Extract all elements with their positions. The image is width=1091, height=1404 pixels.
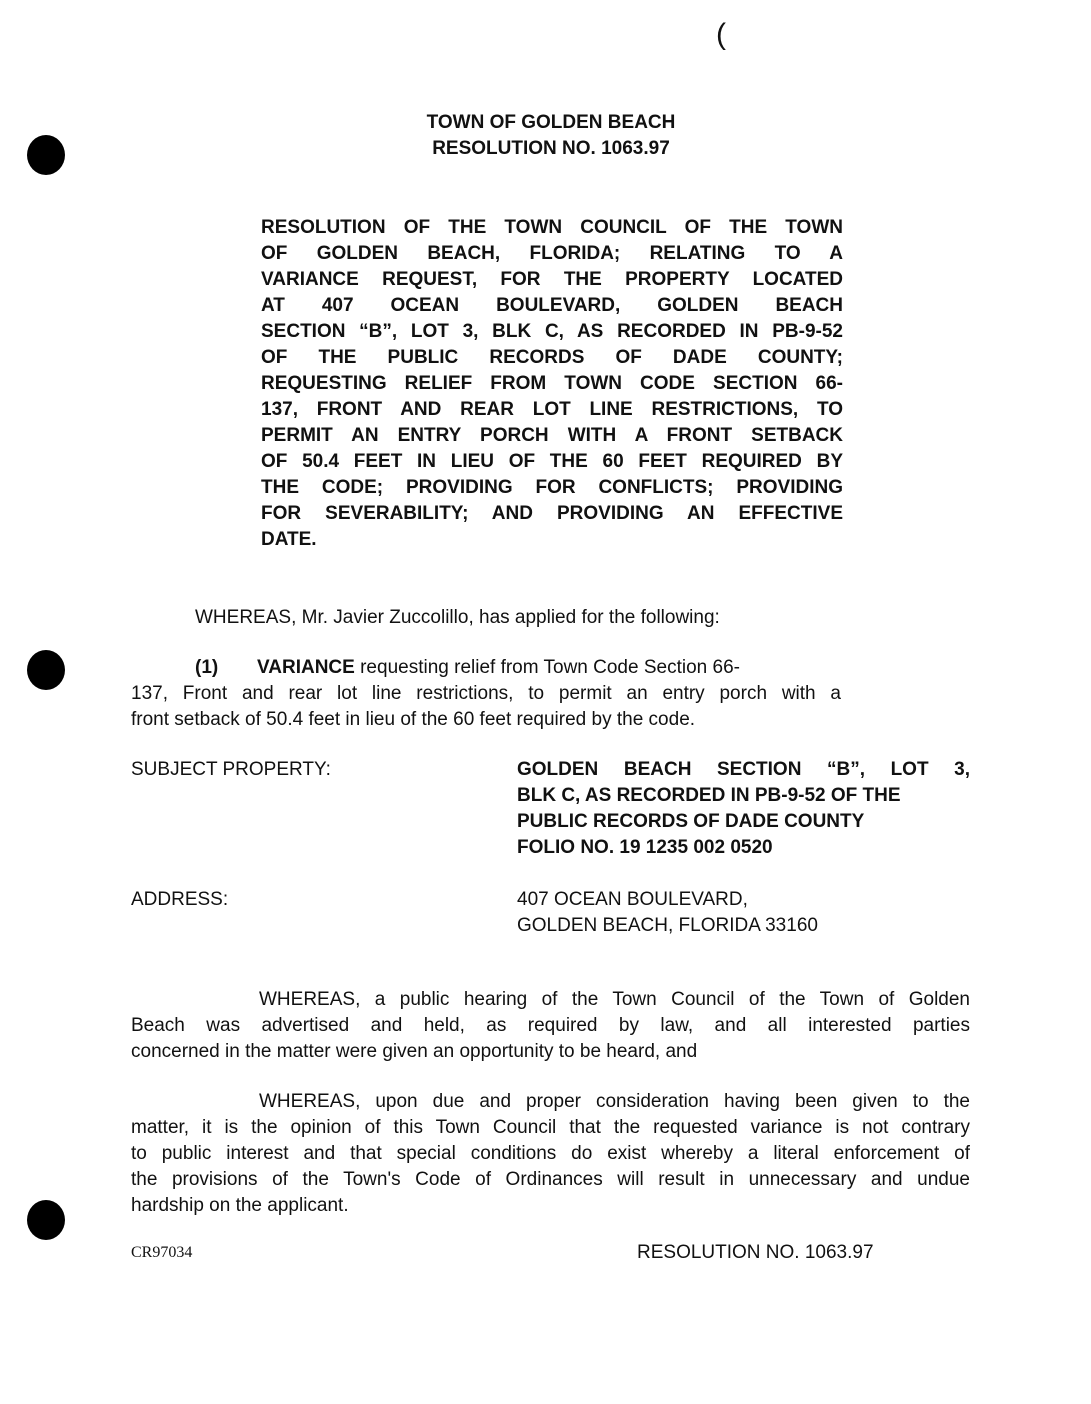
scan-mark: ( [716,18,726,51]
subject-property-value [517,757,970,861]
whereas-consideration [131,1089,970,1219]
title-line: OF GOLDEN BEACH, FLORIDA; RELATING TO A [261,243,843,264]
footer-resolution: RESOLUTION NO. 1063.97 [637,1242,874,1263]
item-label: VARIANCE [257,657,355,678]
town-name: TOWN OF GOLDEN BEACH [426,112,676,133]
title-line: OF 50.4 FEET IN LIEU OF THE 60 FEET REQUIRED BY [261,451,843,472]
item-number: (1) [195,657,219,678]
paragraph-line: WHEREAS, a public hearing of the Town Council of the Town of Golden [259,989,970,1010]
paragraph-line: the provisions of the Town's Code of Ordinances will result in unnecessary and undue [131,1169,970,1190]
punch-hole [27,135,65,175]
paragraph-line: WHEREAS, upon due and proper consideration having been given to the [259,1091,970,1112]
resolution-number: RESOLUTION NO. 1063.97 [432,138,670,159]
subject-line: FOLIO NO. 19 1235 002 0520 [517,837,773,858]
item-text: requesting relief from Town Code Section 66- [360,657,740,678]
address-line: GOLDEN BEACH, FLORIDA 33160 [517,915,818,936]
document-header [351,110,751,162]
title-line: FOR SEVERABILITY; AND PROVIDING AN EFFECTIVE [261,503,843,524]
subject-property-label: SUBJECT PROPERTY: [131,759,331,780]
address-label: ADDRESS: [131,889,229,910]
title-line: AT 407 OCEAN BOULEVARD, GOLDEN BEACH [261,295,843,316]
variance-item [131,655,841,733]
title-line: VARIANCE REQUEST, FOR THE PROPERTY LOCATED [261,269,843,290]
title-line: THE CODE; PROVIDING FOR CONFLICTS; PROVIDING [261,477,843,498]
title-line: RESOLUTION OF THE TOWN COUNCIL OF THE TOWN [261,217,843,238]
whereas-applicant: WHEREAS, Mr. Javier Zuccolillo, has applied for the following: [195,607,720,628]
title-line: 137, FRONT AND REAR LOT LINE RESTRICTIONS, TO [261,399,843,420]
whereas-hearing [131,987,970,1065]
resolution-title [261,215,843,553]
paragraph-line: concerned in the matter were given an opportunity to be heard, and [131,1041,698,1062]
title-line: OF THE PUBLIC RECORDS OF DADE COUNTY; [261,347,843,368]
subject-line: GOLDEN BEACH SECTION “B”, LOT 3, [517,759,970,780]
paragraph-line: hardship on the applicant. [131,1195,349,1216]
title-line: REQUESTING RELIEF FROM TOWN CODE SECTION 66- [261,373,843,394]
subject-line: BLK C, AS RECORDED IN PB-9-52 OF THE [517,785,901,806]
paragraph-line: Beach was advertised and held, as required by law, and all interested parties [131,1015,970,1036]
title-line: PERMIT AN ENTRY PORCH WITH A FRONT SETBACK [261,425,843,446]
paragraph-line: matter, it is the opinion of this Town Council that the requested variance is not contrary [131,1117,970,1138]
punch-hole [27,1200,65,1240]
punch-hole [27,650,65,690]
item-text: front setback of 50.4 feet in lieu of the 60 feet required by the code. [131,709,696,730]
address-line: 407 OCEAN BOULEVARD, [517,889,748,910]
item-text: 137, Front and rear lot line restrictions, to permit an entry porch with a [131,683,841,704]
title-line: SECTION “B”, LOT 3, BLK C, AS RECORDED IN PB-9-52 [261,321,843,342]
paragraph-line: to public interest and that special conditions do exist whereby a literal enforcement of [131,1143,970,1164]
subject-line: PUBLIC RECORDS OF DADE COUNTY [517,811,865,832]
title-line: DATE. [261,529,317,550]
footer-code: CR97034 [131,1244,193,1261]
address-value [517,887,818,939]
